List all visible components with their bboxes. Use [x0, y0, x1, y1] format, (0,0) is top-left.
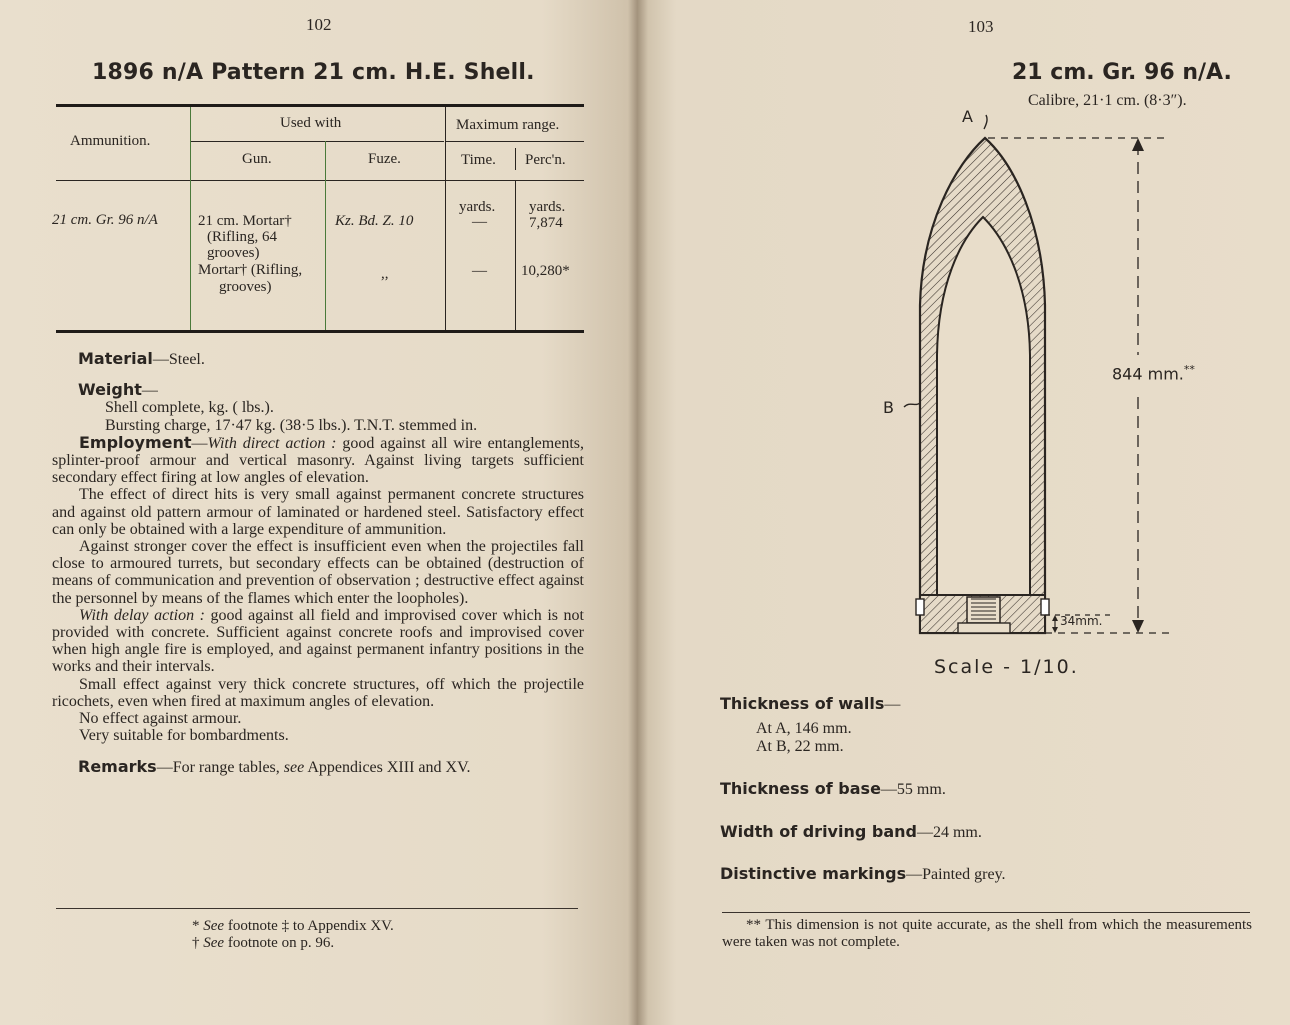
cell-time-2: —	[472, 263, 487, 279]
header-maximum-range: Maximum range.	[456, 117, 560, 133]
shell-diagram	[860, 105, 1200, 680]
paragraph-delay-action: With delay action : good against all field and improvised cover which is not provided with concrete. Sufficient against concrete roofs and improvised cover when high angle fire is employed, and against permanent infantry positions in the works and their intervals.	[52, 606, 584, 676]
footnotes-left	[192, 918, 394, 952]
cell-time-unit: yards.	[459, 199, 496, 215]
weight-line-2: Bursting charge, 17·47 kg. (38·5 lbs.). T.N.T. stemmed in.	[105, 416, 478, 434]
paragraph-direct-hits: The effect of direct hits is very small against permanent concrete structures and against old pattern armour of laminated or hardened steel. Satisfactory effect can only be obtained with a large expenditure of ammunition.	[52, 486, 584, 538]
remarks-line: Remarks—For range tables, see Appendices XIII and XV.	[78, 757, 471, 777]
header-gun: Gun.	[242, 151, 272, 167]
footnote-right: ** This dimension is not quite accurate, as the shell from which the measurements were taken was not complete.	[722, 917, 1252, 950]
paragraph-stronger-cover: Against stronger cover the effect is insufficient even when the projectiles fall close to armoured turrets, but secondary effects can be obtained (destruction of means of communication and prevention of observation ; destructive effect against the personnel by means of the flames which enter the loopholes).	[52, 538, 584, 607]
footnote-dagger: † See footnote on p. 96.	[192, 935, 335, 951]
weight-line-1: Shell complete, kg. ( lbs.).	[105, 399, 274, 417]
footnote-rule-right	[722, 912, 1250, 913]
book-gutter	[628, 0, 648, 1025]
cell-ammunition: 21 cm. Gr. 96 n/A	[52, 212, 158, 228]
weight-heading: Weight—	[78, 380, 158, 400]
base-thickness: Thickness of base—55 mm.	[720, 779, 946, 798]
calibre-line: Calibre, 21·1 cm. (8·3″).	[1028, 92, 1187, 109]
page-title-left: 1896 n/A Pattern 21 cm. H.E. Shell.	[92, 60, 535, 85]
page-title-right: 21 cm. Gr. 96 n/A.	[1012, 60, 1232, 85]
page-number-left: 102	[306, 15, 332, 34]
paragraph-no-effect: No effect against armour.	[79, 710, 242, 728]
cell-perc-2: 10,280*	[521, 263, 570, 279]
distinctive-markings: Distinctive markings—Painted grey.	[720, 864, 1006, 883]
cell-gun-1b: (Rifling, 64	[207, 229, 277, 245]
footnote-rule-left	[56, 908, 578, 909]
dimension-844mm: 844 mm.**	[1112, 363, 1195, 384]
walls-at-a: At A, 146 mm.	[756, 720, 852, 737]
dimension-34mm: 34mm.	[1060, 614, 1103, 628]
ammunition-table	[52, 104, 584, 332]
header-ammunition: Ammunition.	[70, 133, 151, 149]
cell-fuze-2: ,,	[381, 266, 389, 282]
cell-gun-2b: grooves)	[219, 279, 272, 295]
header-percussion: Perc'n.	[525, 152, 566, 168]
cell-fuze-1: Kz. Bd. Z. 10	[335, 213, 414, 229]
cell-gun-1a: 21 cm. Mortar†	[198, 213, 292, 229]
cell-perc-1: 7,874	[529, 215, 563, 231]
footnote-asterisk: * See footnote ‡ to Appendix XV.	[192, 918, 394, 934]
label-a: A	[962, 107, 973, 126]
header-used-with: Used with	[280, 115, 342, 131]
page-number-right: 103	[968, 17, 994, 36]
label-b: B	[883, 398, 894, 417]
cell-gun-2a: Mortar† (Rifling,	[198, 262, 303, 278]
paragraph-thick-concrete: Small effect against very thick concrete structures, off which the projectile ricochets, even when fired at maximum angles of elevation.	[52, 675, 584, 710]
paragraph-bombardments: Very suitable for bombardments.	[79, 727, 289, 745]
material-line: Material—Steel.	[78, 349, 205, 368]
walls-at-b: At B, 22 mm.	[756, 738, 844, 755]
header-fuze: Fuze.	[368, 151, 401, 167]
left-page	[0, 0, 637, 1025]
left-body-text	[52, 350, 584, 777]
driving-band-width: Width of driving band—24 mm.	[720, 822, 982, 841]
header-time: Time.	[461, 152, 496, 168]
scale-label: Scale - 1/10.	[934, 656, 1079, 678]
employment-paragraph: Employment—With direct action : good against all wire entanglements, splinter-proof armour and vertical masonry. Against living targets sufficient secondary effect firing at low angles of elevation.	[52, 432, 584, 487]
cell-perc-unit: yards.	[529, 199, 566, 215]
cell-time-1: —	[472, 214, 487, 230]
walls-heading: Thickness of walls—	[720, 694, 901, 713]
cell-gun-1c: grooves)	[207, 245, 260, 261]
